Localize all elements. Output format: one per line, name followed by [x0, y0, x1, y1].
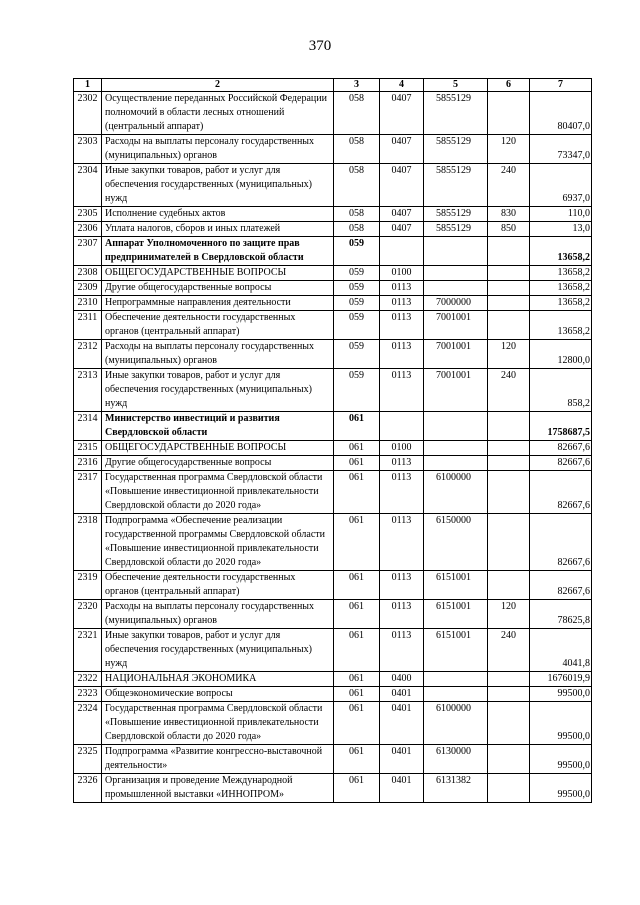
row-name: Уплата налогов, сборов и иных платежей: [102, 222, 334, 237]
row-amount: 82667,6: [530, 571, 592, 600]
row-code-6: [488, 571, 530, 600]
table-row: [74, 92, 592, 135]
table-row: [74, 135, 592, 164]
row-amount: 4041,8: [530, 629, 592, 672]
row-code-4: 0113: [380, 340, 424, 369]
row-code-4: 0113: [380, 514, 424, 571]
row-code-5: 6100000: [424, 702, 488, 745]
row-amount: 1676019,9: [530, 672, 592, 687]
row-code-3: 061: [334, 571, 380, 600]
table-row: [74, 514, 592, 571]
row-code-3: 061: [334, 629, 380, 672]
row-name: Аппарат Уполномоченного по защите прав предпринимателей в Свердловской области: [102, 237, 334, 266]
row-name: Организация и проведение Международной промышленной выставки «ИННОПРОМ»: [102, 774, 334, 803]
row-code-4: 0401: [380, 702, 424, 745]
row-number: 2326: [74, 774, 102, 803]
table-row: [74, 702, 592, 745]
row-name: Осуществление переданных Российской Федерации полномочий в области лесных отношений (центральный аппарат): [102, 92, 334, 135]
budget-table: [73, 78, 592, 803]
row-amount: 82667,6: [530, 471, 592, 514]
row-code-4: 0407: [380, 222, 424, 237]
row-number: 2324: [74, 702, 102, 745]
row-code-3: 059: [334, 311, 380, 340]
row-number: 2310: [74, 296, 102, 311]
row-amount: 110,0: [530, 207, 592, 222]
row-code-3: 061: [334, 702, 380, 745]
row-number: 2307: [74, 237, 102, 266]
row-code-4: 0113: [380, 571, 424, 600]
row-code-6: [488, 266, 530, 281]
row-amount: 99500,0: [530, 702, 592, 745]
row-amount: 13658,2: [530, 296, 592, 311]
row-code-3: 061: [334, 456, 380, 471]
row-code-5: 6131382: [424, 774, 488, 803]
table-row: [74, 164, 592, 207]
row-amount: 82667,6: [530, 514, 592, 571]
row-amount: 78625,8: [530, 600, 592, 629]
row-code-4: 0113: [380, 281, 424, 296]
table-row: [74, 600, 592, 629]
table-row: [74, 672, 592, 687]
row-code-3: 061: [334, 471, 380, 514]
row-code-5: [424, 412, 488, 441]
row-code-6: [488, 774, 530, 803]
row-amount: 13,0: [530, 222, 592, 237]
row-code-4: 0100: [380, 266, 424, 281]
row-amount: 13658,2: [530, 281, 592, 296]
header-row: [74, 79, 592, 92]
row-number: 2302: [74, 92, 102, 135]
table-row: [74, 412, 592, 441]
row-name: Обеспечение деятельности государственных органов (центральный аппарат): [102, 571, 334, 600]
header-cell: 1: [74, 79, 102, 92]
row-code-6: [488, 514, 530, 571]
row-code-4: 0407: [380, 135, 424, 164]
row-code-6: [488, 412, 530, 441]
row-name: Обеспечение деятельности государственных органов (центральный аппарат): [102, 311, 334, 340]
row-number: 2317: [74, 471, 102, 514]
row-code-5: 6151001: [424, 571, 488, 600]
row-amount: 13658,2: [530, 266, 592, 281]
header-cell: 6: [488, 79, 530, 92]
table-row: [74, 456, 592, 471]
row-code-5: 5855129: [424, 135, 488, 164]
row-code-3: 059: [334, 281, 380, 296]
row-name: Государственная программа Свердловской области «Повышение инвестиционной привлекательности Свердловской области до 2020 года»: [102, 702, 334, 745]
row-number: 2314: [74, 412, 102, 441]
row-code-6: [488, 471, 530, 514]
row-amount: 99500,0: [530, 774, 592, 803]
row-code-3: 058: [334, 222, 380, 237]
row-code-5: [424, 281, 488, 296]
row-code-3: 059: [334, 340, 380, 369]
row-number: 2320: [74, 600, 102, 629]
row-amount: 858,2: [530, 369, 592, 412]
row-number: 2306: [74, 222, 102, 237]
row-code-6: 120: [488, 600, 530, 629]
row-code-6: 240: [488, 629, 530, 672]
row-number: 2323: [74, 687, 102, 702]
row-name: Расходы на выплаты персоналу государственных (муниципальных) органов: [102, 600, 334, 629]
table-row: [74, 207, 592, 222]
row-code-3: 058: [334, 135, 380, 164]
row-amount: 6937,0: [530, 164, 592, 207]
row-code-4: 0113: [380, 629, 424, 672]
row-code-4: 0401: [380, 745, 424, 774]
row-name: Исполнение судебных актов: [102, 207, 334, 222]
row-code-6: 120: [488, 135, 530, 164]
row-code-3: 061: [334, 745, 380, 774]
row-amount: 13658,2: [530, 237, 592, 266]
row-name: Иные закупки товаров, работ и услуг для обеспечения государственных (муниципальных) нужд: [102, 629, 334, 672]
row-name: Министерство инвестиций и развития Свердловской области: [102, 412, 334, 441]
row-code-4: [380, 412, 424, 441]
row-code-5: 6150000: [424, 514, 488, 571]
row-amount: 99500,0: [530, 745, 592, 774]
row-code-5: 7001001: [424, 311, 488, 340]
row-name: Подпрограмма «Обеспечение реализации государственной программы Свердловской области «Повышение инвестиционной привлекательности Свердловской области до 2020 года»: [102, 514, 334, 571]
row-code-5: [424, 237, 488, 266]
row-code-6: [488, 687, 530, 702]
row-code-3: 061: [334, 514, 380, 571]
row-code-4: 0400: [380, 672, 424, 687]
table-row: [74, 222, 592, 237]
row-code-5: 5855129: [424, 207, 488, 222]
row-code-4: 0113: [380, 311, 424, 340]
row-name: Подпрограмма «Развитие конгрессно-выставочной деятельности»: [102, 745, 334, 774]
row-code-3: 058: [334, 92, 380, 135]
row-number: 2308: [74, 266, 102, 281]
row-number: 2303: [74, 135, 102, 164]
row-code-6: 850: [488, 222, 530, 237]
row-code-3: 061: [334, 441, 380, 456]
table-row: [74, 745, 592, 774]
table-row: [74, 369, 592, 412]
row-amount: 82667,6: [530, 441, 592, 456]
row-code-4: 0407: [380, 207, 424, 222]
row-code-3: 061: [334, 412, 380, 441]
row-code-5: [424, 687, 488, 702]
row-code-4: 0401: [380, 687, 424, 702]
row-code-5: [424, 456, 488, 471]
row-code-6: 240: [488, 164, 530, 207]
row-code-6: [488, 456, 530, 471]
row-name: Государственная программа Свердловской области «Повышение инвестиционной привлекательности Свердловской области до 2020 года»: [102, 471, 334, 514]
row-name: Расходы на выплаты персоналу государственных (муниципальных) органов: [102, 135, 334, 164]
row-code-3: 061: [334, 672, 380, 687]
header-cell: 2: [102, 79, 334, 92]
row-code-4: 0113: [380, 471, 424, 514]
row-code-6: [488, 702, 530, 745]
row-number: 2318: [74, 514, 102, 571]
row-amount: 82667,6: [530, 456, 592, 471]
row-name: Иные закупки товаров, работ и услуг для обеспечения государственных (муниципальных) нужд: [102, 369, 334, 412]
row-code-3: 061: [334, 774, 380, 803]
row-name: Расходы на выплаты персоналу государственных (муниципальных) органов: [102, 340, 334, 369]
row-amount: 99500,0: [530, 687, 592, 702]
row-code-3: 061: [334, 687, 380, 702]
row-code-3: 061: [334, 600, 380, 629]
row-name: ОБЩЕГОСУДАРСТВЕННЫЕ ВОПРОСЫ: [102, 441, 334, 456]
row-number: 2322: [74, 672, 102, 687]
row-code-6: [488, 672, 530, 687]
table-row: [74, 237, 592, 266]
row-code-6: [488, 281, 530, 296]
row-name: Непрограммные направления деятельности: [102, 296, 334, 311]
row-code-3: 059: [334, 296, 380, 311]
row-code-4: 0113: [380, 369, 424, 412]
row-code-4: 0407: [380, 164, 424, 207]
row-code-5: [424, 441, 488, 456]
table-row: [74, 629, 592, 672]
table-row: [74, 687, 592, 702]
row-number: 2321: [74, 629, 102, 672]
header-cell: 5: [424, 79, 488, 92]
row-name: НАЦИОНАЛЬНАЯ ЭКОНОМИКА: [102, 672, 334, 687]
row-number: 2315: [74, 441, 102, 456]
row-name: Другие общегосударственные вопросы: [102, 281, 334, 296]
row-code-6: [488, 441, 530, 456]
row-number: 2304: [74, 164, 102, 207]
row-code-5: [424, 672, 488, 687]
row-code-4: 0401: [380, 774, 424, 803]
row-number: 2309: [74, 281, 102, 296]
row-code-4: 0113: [380, 600, 424, 629]
row-code-6: [488, 92, 530, 135]
table-row: [74, 266, 592, 281]
row-number: 2312: [74, 340, 102, 369]
row-code-3: 059: [334, 266, 380, 281]
row-number: 2316: [74, 456, 102, 471]
row-code-4: 0113: [380, 296, 424, 311]
row-name: Иные закупки товаров, работ и услуг для обеспечения государственных (муниципальных) нужд: [102, 164, 334, 207]
table-row: [74, 311, 592, 340]
row-name: Общеэкономические вопросы: [102, 687, 334, 702]
table-row: [74, 296, 592, 311]
row-code-6: [488, 296, 530, 311]
table-row: [74, 281, 592, 296]
row-code-3: 058: [334, 164, 380, 207]
header-cell: 4: [380, 79, 424, 92]
header-cell: 7: [530, 79, 592, 92]
row-amount: 73347,0: [530, 135, 592, 164]
table-row: [74, 571, 592, 600]
row-code-6: [488, 745, 530, 774]
table-row: [74, 774, 592, 803]
row-amount: 13658,2: [530, 311, 592, 340]
row-code-6: 120: [488, 340, 530, 369]
row-code-5: 7001001: [424, 369, 488, 412]
row-code-5: 6130000: [424, 745, 488, 774]
row-amount: 1758687,5: [530, 412, 592, 441]
row-number: 2319: [74, 571, 102, 600]
row-code-3: 058: [334, 207, 380, 222]
page-number: 370: [308, 38, 332, 54]
row-code-5: 7000000: [424, 296, 488, 311]
row-code-6: [488, 237, 530, 266]
row-code-5: 5855129: [424, 92, 488, 135]
row-code-4: 0113: [380, 456, 424, 471]
row-number: 2311: [74, 311, 102, 340]
row-code-5: 6151001: [424, 600, 488, 629]
header-cell: 3: [334, 79, 380, 92]
row-code-5: 6151001: [424, 629, 488, 672]
row-code-5: [424, 266, 488, 281]
table-row: [74, 340, 592, 369]
row-code-5: 6100000: [424, 471, 488, 514]
row-code-6: [488, 311, 530, 340]
row-number: 2313: [74, 369, 102, 412]
row-name: Другие общегосударственные вопросы: [102, 456, 334, 471]
row-code-3: 059: [334, 237, 380, 266]
row-amount: 12800,0: [530, 340, 592, 369]
row-code-4: 0100: [380, 441, 424, 456]
row-code-5: 5855129: [424, 164, 488, 207]
table-row: [74, 471, 592, 514]
row-amount: 80407,0: [530, 92, 592, 135]
row-code-6: 830: [488, 207, 530, 222]
row-number: 2325: [74, 745, 102, 774]
row-code-6: 240: [488, 369, 530, 412]
row-code-5: 7001001: [424, 340, 488, 369]
row-code-3: 059: [334, 369, 380, 412]
row-code-5: 5855129: [424, 222, 488, 237]
table-row: [74, 441, 592, 456]
row-number: 2305: [74, 207, 102, 222]
row-code-4: [380, 237, 424, 266]
row-name: ОБЩЕГОСУДАРСТВЕННЫЕ ВОПРОСЫ: [102, 266, 334, 281]
row-code-4: 0407: [380, 92, 424, 135]
